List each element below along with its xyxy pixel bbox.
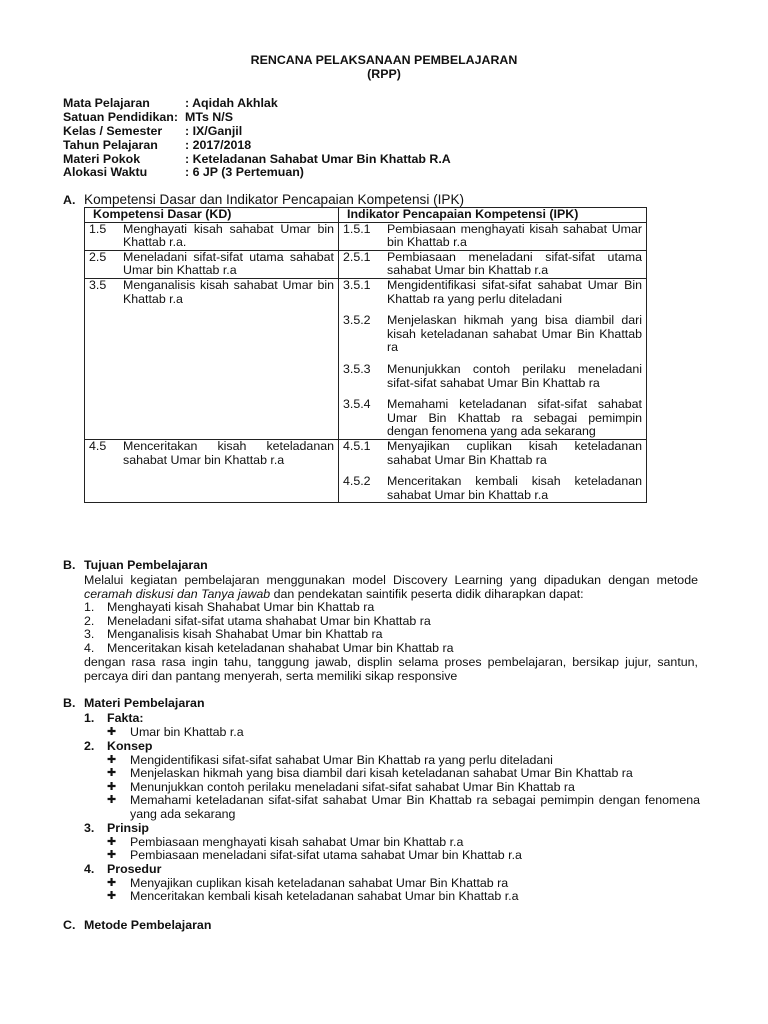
ipk-text: Mengidentifikasi sifat-sifat sahabat Umar Bin Khattab ra yang perlu diteladani xyxy=(387,277,642,306)
plus-bullet-icon: ✚ xyxy=(107,849,117,862)
table-header-row xyxy=(85,208,647,223)
tujuan-closing: dengan rasa rasa ingin tahu, tanggung jawab, displin selama proses pembelajaran, bersikap jujur, santun, percaya diri dan pantang menyerah, serta memiliki sikap responsive xyxy=(84,655,698,683)
list-item xyxy=(84,726,700,740)
list-item xyxy=(84,836,700,850)
section-b2-heading xyxy=(63,697,205,711)
ipk-number: 3.5.2 xyxy=(343,313,371,328)
ipk-text: Menyajikan cuplikan kisah keteladanan sahabat Umar Bin Khattab ra xyxy=(387,438,642,467)
list-item xyxy=(84,642,453,656)
list-item xyxy=(84,628,453,642)
list-item xyxy=(84,877,700,891)
ipk-number: 3.5.4 xyxy=(343,397,371,412)
identity-value: : Keteladanan Sahabat Umar Bin Khattab R.A xyxy=(185,151,451,166)
list-item-text: Menceritakan kisah keteladanan shahabat Umar bin Khattab ra xyxy=(107,640,454,655)
plus-bullet-icon: ✚ xyxy=(107,780,117,793)
identity-row xyxy=(63,153,451,167)
section-b1-heading xyxy=(63,559,208,573)
kd-text: Menganalisis kisah sahabat Umar bin Khattab r.a xyxy=(123,277,334,306)
table-row xyxy=(85,439,647,502)
list-item-text: Menganalisis kisah Shahabat Umar bin Khattab ra xyxy=(107,627,383,642)
kd-number: 3.5 xyxy=(89,277,107,292)
section-title: Materi Pembelajaran xyxy=(84,696,205,710)
plus-bullet-icon: ✚ xyxy=(107,835,117,848)
list-item-number: 2. xyxy=(84,613,95,628)
list-item-text: Menunjukkan contoh perilaku meneladani sifat-sifat sahabat Umar Bin Khattab ra xyxy=(130,779,575,794)
tujuan-intro-method: ceramah diskusi dan Tanya jawab xyxy=(84,586,271,601)
document-subtitle: (RPP) xyxy=(367,67,401,81)
list-item-text: Pembiasaan meneladani sifat-sifat utama sahabat Umar bin Khattab r.a xyxy=(130,848,522,863)
list-item xyxy=(84,890,700,904)
kd-text: Meneladani sifat-sifat utama sahabat Umar bin Khattab r.a xyxy=(123,249,334,278)
identity-label: Tahun Pelajaran xyxy=(63,137,158,152)
list-item xyxy=(84,615,453,629)
plus-bullet-icon: ✚ xyxy=(107,876,117,889)
list-item-text: Menjelaskan hikmah yang bisa diambil dari kisah keteladanan sahabat Umar Bin Khattab ra xyxy=(130,766,633,781)
tujuan-intro-rest: dan pendekatan saintifik peserta didik diharapkan dapat: xyxy=(270,586,584,601)
plus-bullet-icon: ✚ xyxy=(107,767,117,780)
section-letter: B. xyxy=(63,558,76,572)
identity-value: : IX/Ganjil xyxy=(185,123,243,138)
list-item xyxy=(84,849,700,863)
kd-number: 2.5 xyxy=(89,249,107,264)
kd-number: 1.5 xyxy=(89,221,107,236)
kd-number: 4.5 xyxy=(89,438,107,453)
identity-label: Kelas / Semester xyxy=(63,123,163,138)
plus-bullet-icon: ✚ xyxy=(107,890,117,903)
list-item-text: Menghayati kisah Shahabat Umar bin Khattab ra xyxy=(107,600,375,614)
tujuan-list xyxy=(84,601,453,655)
ipk-number: 3.5.3 xyxy=(343,361,371,376)
table-row xyxy=(85,222,647,250)
identity-value: MTs N/S xyxy=(185,109,233,124)
ipk-number: 4.5.2 xyxy=(343,474,371,489)
list-item xyxy=(84,794,700,821)
list-item xyxy=(84,601,453,615)
table-row xyxy=(85,250,647,278)
identity-label: Satuan Pendidikan: xyxy=(63,109,178,124)
section-letter: C. xyxy=(63,918,76,932)
plus-bullet-icon: ✚ xyxy=(107,794,117,807)
kd-text: Menghayati kisah sahabat Umar bin Khattab r.a. xyxy=(123,221,334,250)
table-row xyxy=(85,278,647,439)
list-item-text: Pembiasaan menghayati kisah sahabat Umar bin Khattab r.a xyxy=(130,834,464,849)
identity-value: : 2017/2018 xyxy=(185,137,252,152)
materi-list xyxy=(84,712,700,904)
table-header-kd: Kompetensi Dasar (KD) xyxy=(85,208,339,223)
materi-subheading: 2. Konsep xyxy=(84,738,153,753)
identity-block xyxy=(63,97,451,180)
table-header-ipk: Indikator Pencapaian Kompetensi (IPK) xyxy=(339,208,647,223)
list-item-text: Meneladani sifat-sifat utama shahabat Umar bin Khattab ra xyxy=(107,613,431,628)
identity-label: Mata Pelajaran xyxy=(63,96,150,110)
identity-row xyxy=(63,111,451,125)
list-item-text: Menceritakan kembali kisah keteladanan sahabat Umar bin Khattab r.a xyxy=(130,889,519,904)
section-title: Tujuan Pembelajaran xyxy=(84,558,208,572)
identity-label: Materi Pokok xyxy=(63,151,141,166)
list-item-number: 1. xyxy=(84,600,95,614)
list-item-number: 3. xyxy=(84,627,95,642)
list-item xyxy=(84,767,700,781)
ipk-text: Pembiasaan menghayati kisah sahabat Umar bin Khattab r.a xyxy=(387,221,642,250)
identity-row xyxy=(63,125,451,139)
identity-label: Alokasi Waktu xyxy=(63,165,148,180)
tujuan-intro-text: Melalui kegiatan pembelajaran menggunakan model Discovery Learning yang dipadukan dengan metode xyxy=(84,573,698,587)
identity-value: : 6 JP (3 Pertemuan) xyxy=(185,165,304,180)
section-title: Metode Pembelajaran xyxy=(84,918,212,932)
list-item-text: Memahami keteladanan sifat-sifat sahabat Umar Bin Khattab ra sebagai pemimpin dengan fenomena yang ada sekarang xyxy=(130,793,700,821)
materi-subheading: 3. Prinsip xyxy=(84,820,149,835)
kd-text: Menceritakan kisah keteladanan sahabat Umar bin Khattab r.a xyxy=(123,438,334,467)
section-c-heading xyxy=(63,919,211,933)
ipk-text: Menjelaskan hikmah yang bisa diambil dari kisah keteladanan sahabat Umar Bin Khattab ra xyxy=(387,313,642,355)
identity-value: : Aqidah Akhlak xyxy=(185,96,278,110)
section-title: Kompetensi Dasar dan Indikator Pencapaian Kompetensi (IPK) xyxy=(84,192,465,207)
identity-row xyxy=(63,97,451,111)
list-item-text: Mengidentifikasi sifat-sifat sahabat Umar Bin Khattab ra yang perlu diteladani xyxy=(130,752,553,767)
section-a-heading xyxy=(63,193,464,208)
list-item-number: 4. xyxy=(84,640,95,655)
plus-bullet-icon: ✚ xyxy=(107,753,117,766)
section-letter: B. xyxy=(63,696,76,710)
document-title: RENCANA PELAKSANAAN PEMBELAJARAN xyxy=(250,53,518,67)
ipk-text: Menunjukkan contoh perilaku meneladani sifat-sifat sahabat Umar Bin Khattab ra xyxy=(387,361,642,390)
ipk-text: Menceritakan kembali kisah keteladanan sahabat Umar bin Khattab r.a xyxy=(387,474,642,502)
competency-table xyxy=(84,207,647,503)
list-item-text: Menyajikan cuplikan kisah keteladanan sahabat Umar Bin Khattab ra xyxy=(130,875,509,890)
ipk-number: 4.5.1 xyxy=(343,438,371,453)
materi-subheading: 1. Fakta: xyxy=(84,711,144,725)
tujuan-intro xyxy=(84,574,698,601)
identity-row xyxy=(63,166,451,180)
identity-row xyxy=(63,139,451,153)
list-item-text: Umar bin Khattab r.a xyxy=(130,725,244,739)
materi-subheading: 4. Prosedur xyxy=(84,861,162,876)
ipk-text: Memahami keteladanan sifat-sifat sahabat Umar Bin Khattab ra sebagai pemimpin dengan fenomena yang ada sekarang xyxy=(387,397,642,439)
ipk-number: 3.5.1 xyxy=(343,277,371,292)
plus-bullet-icon: ✚ xyxy=(107,726,117,738)
list-item xyxy=(84,754,700,768)
ipk-number: 2.5.1 xyxy=(343,249,371,264)
ipk-number: 1.5.1 xyxy=(343,221,371,236)
list-item xyxy=(84,781,700,795)
section-letter: A. xyxy=(63,193,76,207)
ipk-text: Pembiasaan meneladani sifat-sifat utama sahabat Umar bin Khattab r.a xyxy=(387,249,642,278)
